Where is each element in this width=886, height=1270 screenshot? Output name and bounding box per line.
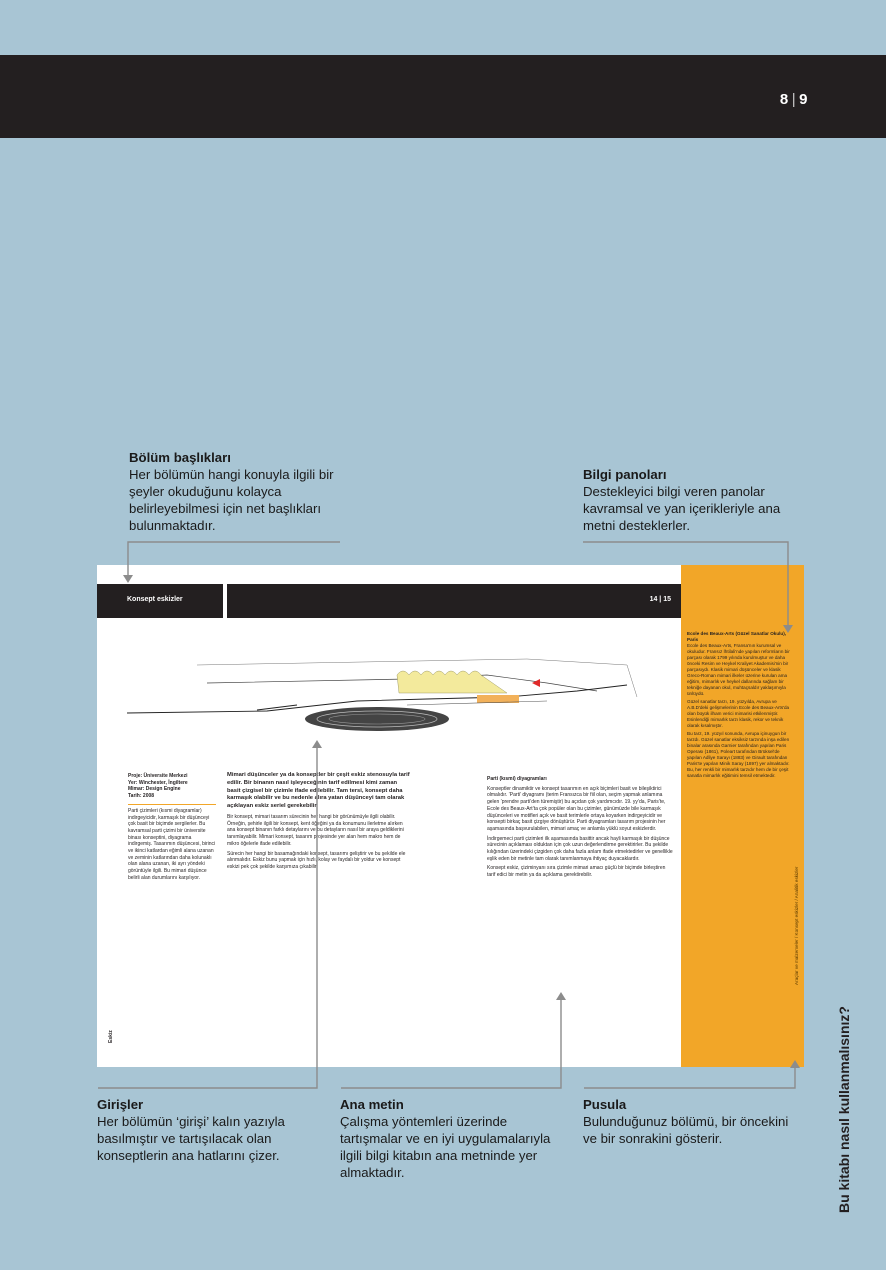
spread-body-right-3: Konsept eskiz, çiziminyanı sıra çizimle mimari amacı güçlü bir biçimde birleştiren tarif edici bir metin ya da açıklama gerektirebilir. xyxy=(487,865,666,879)
spread-body-left-1: Bir konsept, mimari tasarım sürecinin her hangi bir görünümüyle ilgili olabilir. Örneğin, şehirle ilgili bir konsept, kent öğeğini ya da konumunu ilerletme alırken ana konsept binanın farklı detaylarını ve bu detayların nasıl bir araya geldiklerini tanımlayabilir. Mimari konsept, tasarım projesinde yer alan hem makro hem de mikro öğelerle ifade edilebilir. xyxy=(227,813,404,847)
spread-section-title: Konsept eskizler xyxy=(127,596,183,603)
spread-body-right-2: İndirgemeci parti çizimleri ilk aşamasında basittir ancak hayli karmaşık bir düşünce sürecinin açıklaması olduktan için çok uzun değerlendirme gerektirirler. Bu şekilde kılığından üzerindeki çizgiden çok daha fazla anlam ifade etmektedirler ve genellikle eşlik eden bir metinle tam olarak tanımlanmaya ihtiyaç duyacaklardır. xyxy=(487,835,673,862)
page-number: 8 | 9 xyxy=(779,91,808,108)
callout-girisler: Girişler Her bölümün ‘girişi’ kalın yazıyla basılmıştır ve tartışılacak olan konseptlerin ana hatlarını çizer. xyxy=(97,1097,285,1163)
spread-caption-body: Parti çizimleri (kısmi diyagramlar) indirgeyicidir, karmaşık bir düşünceyi çok basit bir biçimde sergilerler. Bu kavramsal parti çizimi bir üniversite binası konseptini, diyagrama indirgemiş. Tasarımın düşüncesi, birinci ve ikinci katlardan eğimli alana uzanan ve zeminin katlarından daha kolunaklı olan alana uzanan, iki ayrı yöndeki görüntüyle ilgili. Bu mimari düşünce belirli alan durumlarını karşılıyor. xyxy=(128,807,216,881)
spread-left-vertical: Eskiz xyxy=(108,1030,114,1043)
callout-bolum: Bölüm başlıkları Her bölümün hangi konuyla ilgili bir şeyler okuduğunu kolayca belirleyebilmesi için net başlıkları bulunmaktadır. xyxy=(129,450,334,533)
callout-ana-metin: Ana metin Çalışma yöntemleri üzerinde tartışmalar ve en iyi uygulamalarıyla ilgili bilgi kitabın ana metninde yer almaktadır. xyxy=(340,1097,551,1180)
spread-page-number: 14 | 15 xyxy=(649,596,671,603)
callout-girisler-title: Girişler xyxy=(97,1097,144,1112)
callout-bolum-title: Bölüm başlıkları xyxy=(129,450,231,465)
callout-pusula-title: Pusula xyxy=(583,1097,627,1112)
navigator-compass: Araçlar ve malzemeler / Konsept eskizler / Analitik eskizler xyxy=(794,866,799,985)
spread-body-right-1: Konseptler dinamiktir ve konsept tasarımın en açık biçimleri basit ve bileşiktirici olmalıdır. ‘Parti’ diyagramı (terim Fransızca bir fiil olan, seçim yapmak anlamına gelen ‘prendre parti’den türemiştir) bu açıdan çok yardımcıdır. 19. yy’da, Paris’te, Ecole des Beaux-Art’ta çok popüler olan bu çizimler, günümüzde bile karmaşık düşünceleri ve motifleri açık ve basit terimlerle ortaya koyarken indirgeyicidir ve konsepti birkaç basit çizgiye dönüştürür. Parti diyagramları tasarım projesinin her aşamasında başvurulabilen, mimari amaç ve anlamla yüklü soyut eskizlerdir. xyxy=(487,785,666,832)
spread-caption: Proje: Üniversite Merkezi Yer: Winchester, İngiltere Mimar: Design Engine Tarih: 2008 Parti çizimleri (kısmi diyagramlar) indirgeyicidir, karmaşık bir düşünceyi çok basit bir biçimde sergilerler. Bu kavramsal parti çizimi bir üniversite binası konseptini, diyagrama indirgemiş. Tasarımın düşüncesi, birinci ve ikinci katlardan eğimli alana uzanan ve zeminin katlarından daha kolunaklı olan alana uzanan, iki ayrı yöndeki görüntüyle ilgili. Bu mimari düşünce belirli alan durumlarını karşılıyor. xyxy=(128,773,216,881)
side-title: Bu kitabı nasıl kullanmalısınız? xyxy=(836,1006,852,1213)
callout-ana-title: Ana metin xyxy=(340,1097,404,1112)
info-panel-title: Ecole des Beaux-Arts (Güzel Sanatlar Okulu), Paris xyxy=(687,631,787,642)
callout-pusula: Pusula Bulunduğunuz bölümü, bir öncekini ve bir sonrakini gösterir. xyxy=(583,1097,789,1146)
callout-bilgi: Bilgi panoları Destekleyici bilgi veren panolar kavramsal ve yan içerikleriyle ana metni desteklerler. xyxy=(583,467,781,533)
info-panel: Ecole des Beaux-Arts (Güzel Sanatlar Okulu), Paris Ecole des Beaux-Arts, Fransa'nın kurumsal ve okuludur. Fransız İhtilali'nde yapılan reformların bir parçası olarak 1799 yılında kurulmuştur ve daha önceki Resim ve Heykel Kraliyet Akademisi'nin bir parçasıydı. Klasik mimari düşünceler ve klasik Greco-Roman mimari ilkeler üzerine kurulan ama eğitim, mimarlık ve heykel dallarında sağlam bir tekniğe dayanan okul, muhtaçsaldır yaklaşımıyla ünlüydü. Güzel sanatlar tarzı, 19. yüzyılda, Avrupa ve A.B.D'deki gelişmelerinin Ecole des Beaux-Arts'da olan büyük ilham verici mimarisi etkilenmiştir. Esinlendiği mimarlık tarzı klasik, rekor ve teknik olarak kısalmıştır. Bu tarz, 19. yüzyıl sonunda, Avrupa içinuygun bir tarzdı. Güzel sanatlar eksiksiz tarzında inşa edilen binalar arasında Garnier tarafından yapılan Paris Operası (1861), Poleart tarafından Brüksel'de yapılan Adliye Sarayı (1883) ve Girault tarafından Paris'te yapılan Minik Saray (1897) yer almaktadır. Bu, her renkli bir mimarlık tarzıdır hem de bir çeşit sanatla mimarlık eğitimini temsil etmektedir. Araçlar ve malzemeler / Konsept eskizler / Analitik eskizler xyxy=(681,565,804,1067)
spread-right-title: Parti (kısmi) diyagramları xyxy=(487,776,547,782)
spread-intro: Mimari düşünceler ya da konseptler bir çeşit eskiz stenosuyla tarif edilir. Bir binanın nasıl işleyeceğinin tarif edilmesi kimi zaman basit çizgisel bir çizimle ifade edilebilir. Tam tersi, konsept daha karmaşık olabilir ve bu nedenle alıra yatan düşünceyi tam olarak açıklayan eskiz seriel gerekebilir. xyxy=(227,772,410,810)
spread-body-left-2: Sürecin her hangi bir basamağındaki konsept, tasarımı geliştirir ve bu şekilde ele alınmalıdır. Eskiz bunu yapmak için hızlı, kolay ve faydalı bir yoldur ve konsept eskizi pek çok şekilde karşımıza çıkabilir. xyxy=(227,850,406,870)
callout-bilgi-title: Bilgi panoları xyxy=(583,467,667,482)
